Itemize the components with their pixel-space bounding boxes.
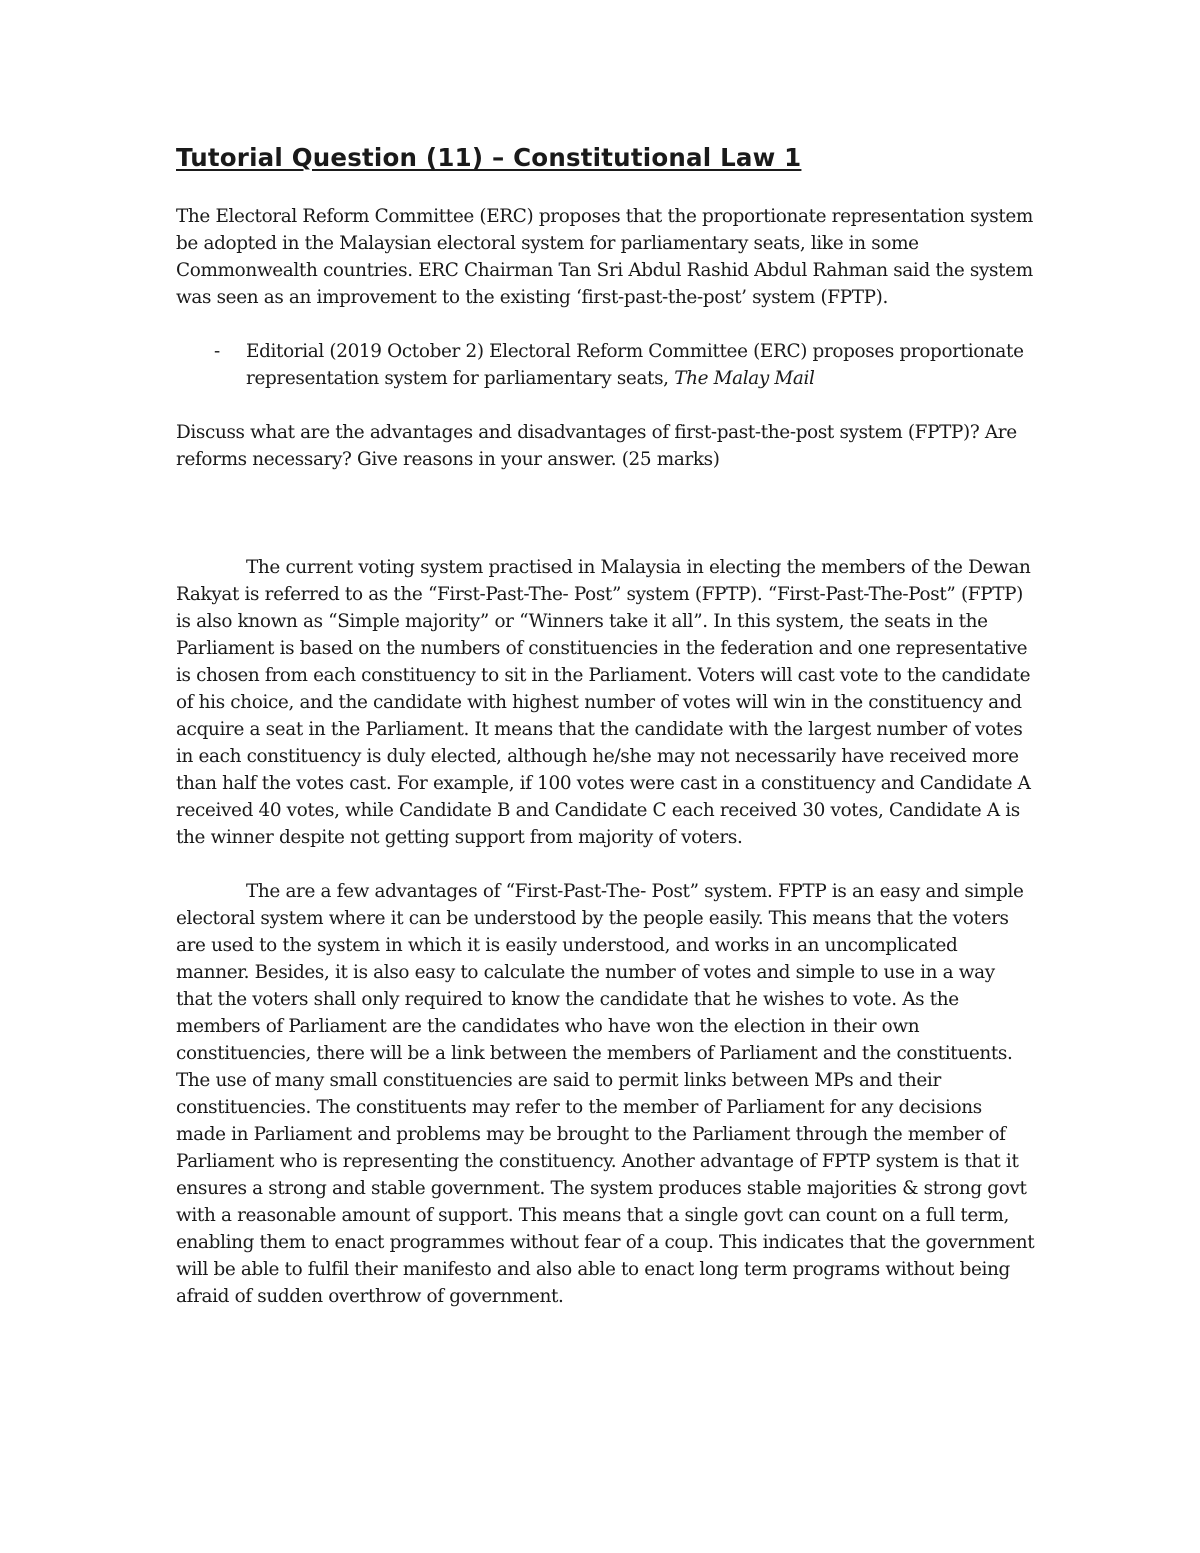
question-paragraph: Discuss what are the advantages and disadvantages of first-past-the-post system (FPTP)? Are reforms necessary? Give reasons in your answer. (25 marks) (176, 422, 1017, 470)
citation-bullet: - (214, 341, 220, 362)
answer-paragraph-2: The are a few advantages of “First-Past-The- Post” system. FPTP is an easy and simple electoral system where it can be understood by the people easily. This means that the voters are used to the system in which it is easily understood, and works in an uncomplicated manner. Besides, it is also easy to calculate the number of votes and simple to use in a way that the voters shall only required to know the candidate that he wishes to vote. As the members of Parliament are the candidates who have won the election in their own constituencies, there will be a link between the members of Parliament and the constituents. The use of many small constituencies are said to permit links between MPs and their constituencies. The constituents may refer to the member of Parliament for any decisions made in Parliament and problems may be brought to the Parliament through the member of Parliament who is representing the constituency. Another advantage of FPTP system is that it ensures a strong and stable government. The system produces stable majorities & strong govt with a reasonable amount of support. This means that a single govt can count on a full term, enabling them to enact programmes without fear of a coup. This indicates that the government will be able to fulfil their manifesto and also able to enact long term programs without being afraid of sudden overthrow of government. (176, 881, 1035, 1307)
citation-publication: The Malay Mail (674, 368, 815, 389)
intro-paragraph: The Electoral Reform Committee (ERC) proposes that the proportionate representation system be adopted in the Malaysian electoral system for parliamentary seats, like in some Commonwealth countries. ERC Chairman Tan Sri Abdul Rashid Abdul Rahman said the system was seen as an improvement to the existing ‘first-past-the-post’ system (FPTP). (176, 206, 1033, 308)
citation-body: Editorial (2019 October 2) Electoral Reform Committee (ERC) proposes proportionate representation system for parliamentary seats, (246, 341, 1024, 389)
citation-text (246, 338, 1036, 392)
document-title: Tutorial Question (11) – Constitutional Law 1 (176, 143, 802, 172)
source-citation (176, 338, 1036, 392)
answer-paragraph-1: The current voting system practised in Malaysia in electing the members of the Dewan Rakyat is referred to as the “First-Past-The- Post” system (FPTP). “First-Past-The-Post” (FPTP) is also known as “Simple majority” or “Winners take it all”. In this system, the seats in the Parliament is based on the numbers of constituencies in the federation and one representative is chosen from each constituency to sit in the Parliament. Voters will cast vote to the candidate of his choice, and the candidate with highest number of votes will win in the constituency and acquire a seat in the Parliament. It means that the candidate with the largest number of votes in each constituency is duly elected, although he/she may not necessarily have received more than half the votes cast. For example, if 100 votes were cast in a constituency and Candidate A received 40 votes, while Candidate B and Candidate C each received 30 votes, Candidate A is the winner despite not getting support from majority of voters. (176, 557, 1031, 848)
document-content (176, 140, 1036, 1337)
